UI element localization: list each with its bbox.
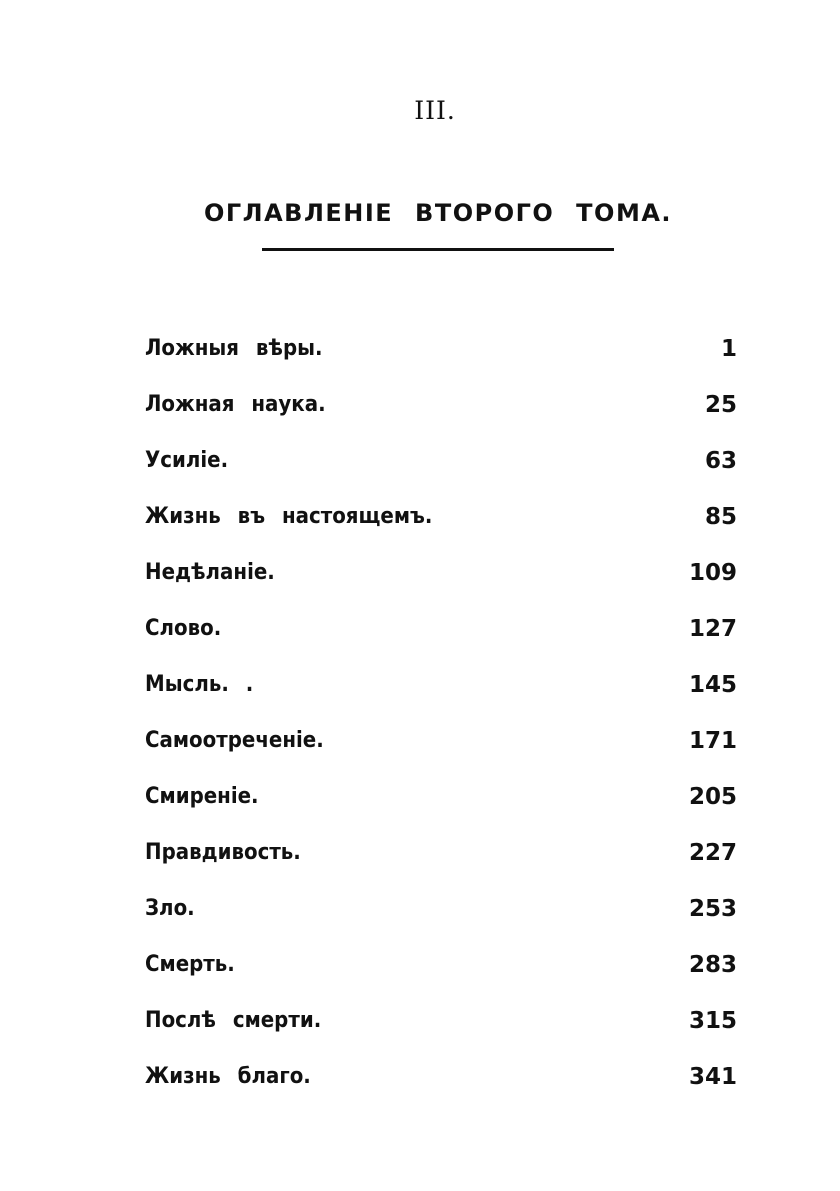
toc-entry (145, 890, 745, 946)
toc-entry-title: Недѣланіе. (145, 560, 275, 585)
toc-entry-title: Ложныя вѣры. (145, 336, 323, 361)
toc-entry-page-number: 227 (688, 840, 737, 866)
toc-entry (145, 610, 745, 666)
toc-entry (145, 330, 745, 386)
toc-entry-page-number: 25 (704, 392, 737, 418)
toc-entry-title: Слово. (145, 616, 222, 641)
toc-entry-page-number: 315 (688, 1008, 737, 1034)
toc-entry-title: Мысль. . (145, 672, 254, 697)
toc-entry (145, 1058, 745, 1114)
toc-entry-title: Правдивость. (145, 840, 301, 865)
toc-entry-page-number: 253 (688, 896, 737, 922)
toc-entry-page-number: 341 (688, 1064, 737, 1090)
toc-entry-title: Смиреніе. (145, 784, 259, 809)
toc-entry (145, 386, 745, 442)
toc-entry-page-number: 283 (688, 952, 737, 978)
toc-entry (145, 722, 745, 778)
toc-entry-title: Ложная наука. (145, 392, 326, 417)
title-underline-rule (262, 248, 614, 251)
toc-entry-title: Смерть. (145, 952, 235, 977)
toc-entry (145, 1002, 745, 1058)
toc-entry-title: Жизнь благо. (145, 1064, 311, 1089)
toc-entry-page-number: 109 (688, 560, 737, 586)
page-title: ОГЛАВЛЕНІЕ ВТОРОГО ТОМА. (203, 199, 673, 227)
toc-entry-title: Послѣ смерти. (145, 1008, 322, 1033)
toc-entry (145, 554, 745, 610)
toc-entry-title: Зло. (145, 896, 195, 921)
toc-entry-page-number: 85 (704, 504, 737, 530)
toc-entry (145, 946, 745, 1002)
toc-entry (145, 498, 745, 554)
toc-entry-title: Самоотреченіе. (145, 728, 324, 753)
toc-entry-page-number: 127 (688, 616, 737, 642)
toc-entry-page-number: 63 (704, 448, 737, 474)
toc-entry (145, 666, 745, 722)
table-of-contents (145, 330, 745, 1114)
toc-entry-title: Усиліе. (145, 448, 229, 473)
toc-entry-page-number: 145 (688, 672, 737, 698)
page-number: III. (414, 96, 456, 125)
toc-entry-title: Жизнь въ настоящемъ. (145, 504, 433, 529)
toc-entry (145, 442, 745, 498)
toc-entry (145, 778, 745, 834)
toc-entry-page-number: 171 (688, 728, 737, 754)
toc-entry-page-number: 205 (688, 784, 737, 810)
toc-entry-page-number: 1 (720, 336, 737, 362)
toc-entry (145, 834, 745, 890)
